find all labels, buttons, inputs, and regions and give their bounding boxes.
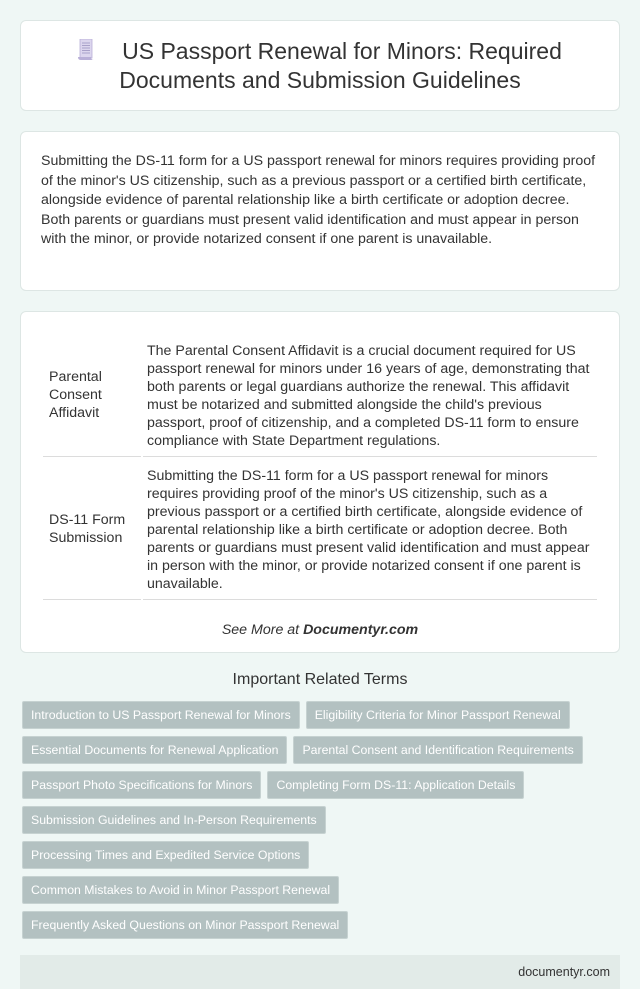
related-term-tag[interactable]: Passport Photo Specifications for Minors <box>22 771 261 799</box>
terms-table <box>41 332 599 600</box>
footer-site-link[interactable]: documentyr.com <box>518 965 610 979</box>
page-title-text: US Passport Renewal for Minors: Required Documents and Submission Guidelines <box>119 37 562 93</box>
term-cell: Parental Consent Affidavit <box>43 332 141 457</box>
see-more-text <box>41 622 599 638</box>
intro-text: Submitting the DS-11 form for a US passport renewal for minors requires providing proof of the minor's US citizenship, such as a previous passport or a certified birth certificate, alongside evidence of parental relationship like a birth certificate or adoption decree. Both parents or guardians must present valid identification and must appear in person with the minor, or provide notarized consent if one parent is unavailable. <box>41 153 596 247</box>
table-row <box>43 332 597 457</box>
see-more-link[interactable]: Documentyr.com <box>303 622 419 638</box>
related-term-tag[interactable]: Eligibility Criteria for Minor Passport Renewal <box>306 701 570 729</box>
related-term-tag[interactable]: Frequently Asked Questions on Minor Passport Renewal <box>22 911 348 939</box>
related-term-tag[interactable]: Submission Guidelines and In-Person Requirements <box>22 806 326 834</box>
description-cell: Submitting the DS-11 form for a US passport renewal for minors requires providing proof of the minor's US citizenship, such as a previous passport or a certified birth certificate, alongside evidence of parental relationship like a birth certificate or adoption decree. Both parents or guardians must present valid identification and must appear in person with the minor, or provide notarized consent if one parent is unavailable. <box>143 457 597 600</box>
term-cell: DS-11 Form Submission <box>43 457 141 600</box>
related-term-tag[interactable]: Parental Consent and Identification Requirements <box>293 736 582 764</box>
footer <box>20 955 620 989</box>
intro-card <box>20 131 620 291</box>
related-terms-list <box>20 701 620 939</box>
related-term-tag[interactable]: Common Mistakes to Avoid in Minor Passport Renewal <box>22 876 339 904</box>
page-title <box>51 37 589 95</box>
table-row <box>43 457 597 600</box>
related-terms-heading: Important Related Terms <box>232 671 408 688</box>
see-more-prefix: See More at <box>221 622 304 638</box>
terms-table-card <box>20 311 620 653</box>
related-term-tag[interactable]: Essential Documents for Renewal Application <box>22 736 287 764</box>
related-term-tag[interactable]: Completing Form DS-11: Application Details <box>267 771 524 799</box>
related-terms-section <box>20 671 620 939</box>
related-term-tag[interactable]: Introduction to US Passport Renewal for Minors <box>22 701 300 729</box>
document-scroll-icon <box>78 39 94 61</box>
related-term-tag[interactable]: Processing Times and Expedited Service Options <box>22 841 309 869</box>
header-card <box>20 20 620 111</box>
description-cell: The Parental Consent Affidavit is a crucial document required for US passport renewal for minors under 16 years of age, demonstrating that both parents or legal guardians authorize the renewal. This affidavit must be notarized and submitted alongside the child's previous passport, proof of citizenship, and a completed DS-11 form to ensure compliance with State Department regulations. <box>143 332 597 457</box>
